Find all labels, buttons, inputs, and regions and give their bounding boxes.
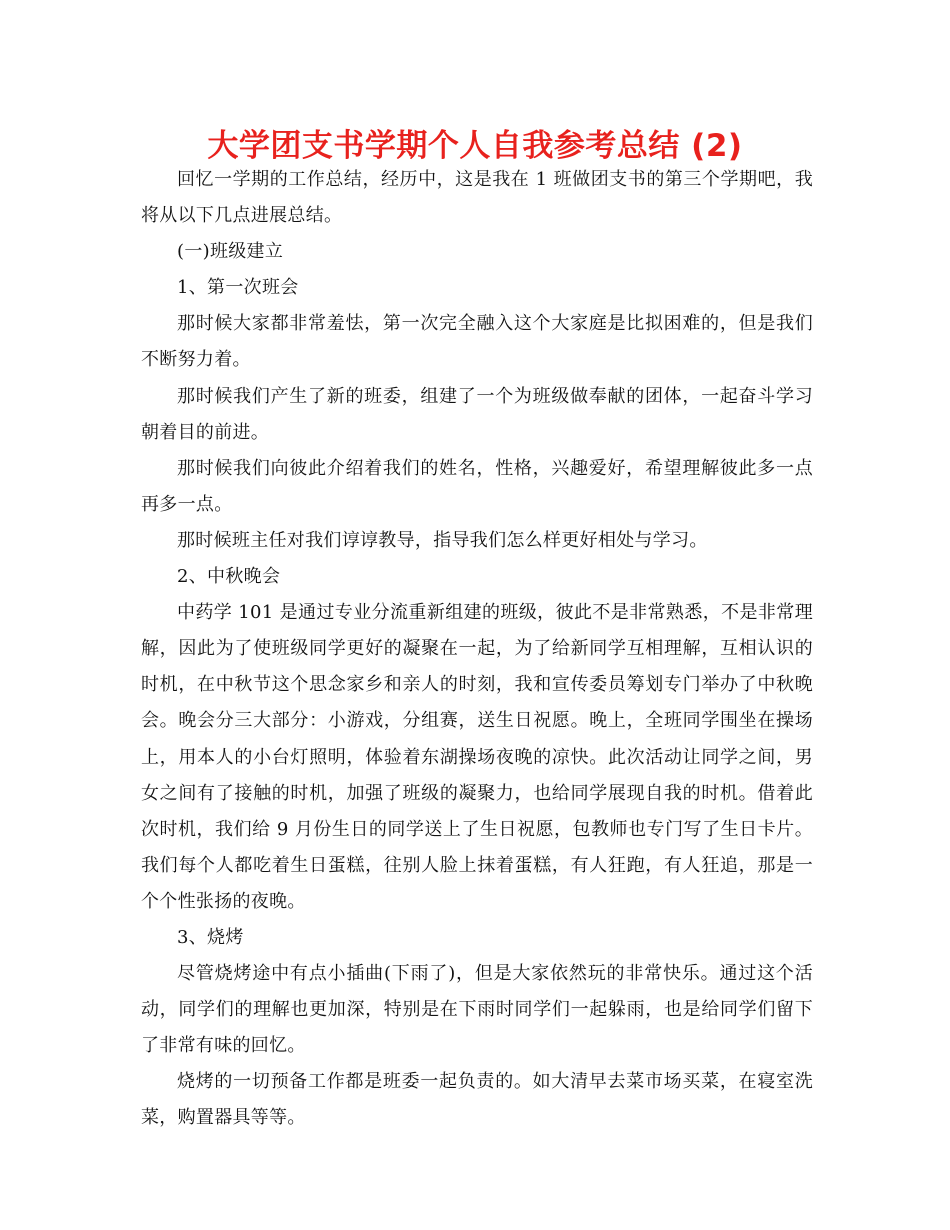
document-title: 大学团支书学期个人自我参考总结 (2): [207, 128, 743, 164]
document-body: [141, 162, 813, 1137]
subheading-barbecue: 3、烧烤: [177, 926, 244, 948]
paragraph: 中药学 101 是通过专业分流重新组建的班级，彼此不是非常熟悉，不是非常理解，因此为了使班级同学更好的凝聚在一起，为了给新同学互相理解，互相认识的时机，在中秋节这个思念家乡和亲人的时刻，我和宣传委员筹划专门举办了中秋晚会。晚会分三大部分：小游戏，分组赛，送生日祝愿。晚上，全班同学围坐在操场上，用本人的小台灯照明，体验着东湖操场夜晚的凉快。此次活动让同学之间，男女之间有了接触的时机，加强了班级的凝聚力，也给同学展现自我的时机。借着此次时机，我们给 9 月份生日的同学送上了生日祝愿，包教师也专门写了生日卡片。我们每个人都吃着生日蛋糕，往别人脸上抹着蛋糕，有人狂跑，有人狂追，那是一个个性张扬的夜晚。: [141, 602, 813, 912]
paragraph: 那时候我们产生了新的班委，组建了一个为班级做奉献的团体，一起奋斗学习朝着目的前进。: [141, 385, 813, 443]
paragraph: 尽管烧烤途中有点小插曲(下雨了)，但是大家依然玩的非常快乐。通过这个活动，同学们的理解也更加深，特别是在下雨时同学们一起躲雨，也是给同学们留下了非常有味的回忆。: [141, 963, 813, 1057]
paragraph: 那时候我们向彼此介绍着我们的姓名，性格，兴趣爱好，希望理解彼此多一点再多一点。: [141, 457, 813, 515]
subheading-mid-autumn-party: 2、中秋晚会: [177, 566, 281, 588]
paragraph: 那时候班主任对我们谆谆教导，指导我们怎么样更好相处与学习。: [177, 529, 708, 551]
paragraph: 烧烤的一切预备工作都是班委一起负责的。如大清早去菜市场买菜，在寝室洗菜，购置器具等等。: [141, 1071, 813, 1129]
paragraph: 那时候大家都非常羞怯，第一次完全融入这个大家庭是比拟困难的，但是我们不断努力着。: [141, 313, 813, 371]
section-heading-class-building: (一)班级建立: [177, 241, 284, 263]
subheading-first-meeting: 1、第一次班会: [177, 277, 299, 299]
paragraph-intro: 回忆一学期的工作总结，经历中，这是我在 1 班做团支书的第三个学期吧，我将从以下几点进展总结。: [141, 169, 813, 227]
